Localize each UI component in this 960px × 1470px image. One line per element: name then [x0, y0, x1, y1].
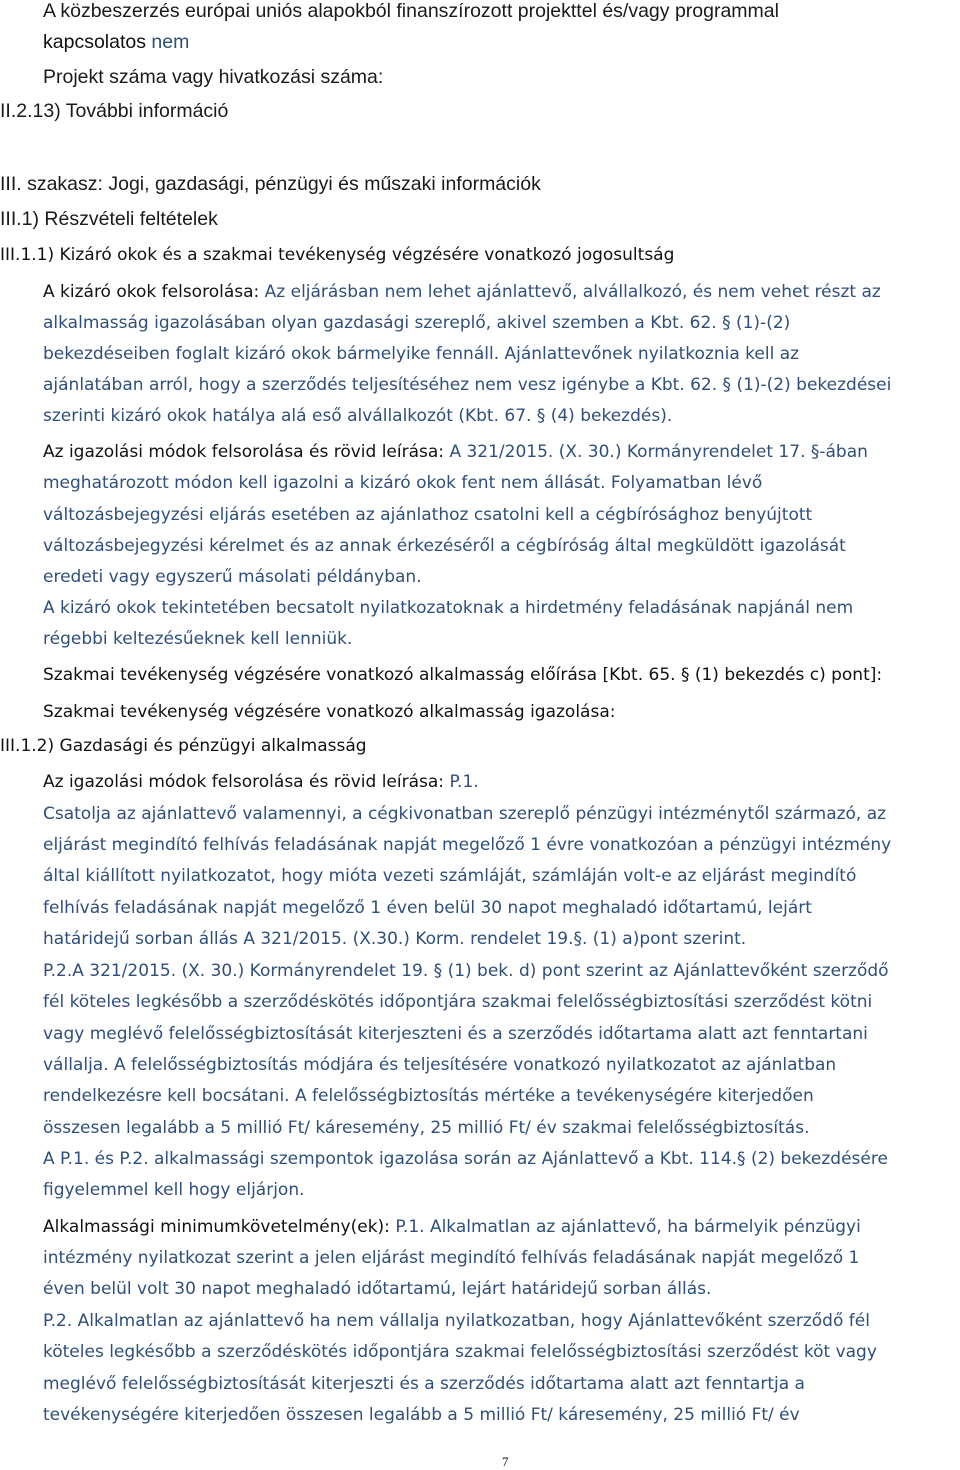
minimum-label: Alkalmassági minimumkövetelmény(ek): — [43, 1217, 390, 1237]
section-title: III. szakasz: Jogi, gazdasági, pénzügyi és műszaki információk — [0, 173, 541, 195]
professional-proof-label: Szakmai tevékenység végzésére vonatkozó alkalmasság igazolása: — [43, 702, 616, 722]
eu-funded-row — [43, 31, 189, 53]
proof-line: A kizáró okok tekintetében becsatolt nyilatkozatoknak a hirdetmény feladásának napjánál nem — [43, 598, 854, 618]
exclusion-list-label: A kizáró okok felsorolása: — [43, 282, 260, 302]
proof-line: változásbejegyzési kérelmet és az annak érkezéséről a cégbíróság által megküldött igazolását — [43, 536, 846, 556]
proof-row-1 — [43, 441, 868, 463]
proof-line: eredeti vagy egyszerű másolati példányban. — [43, 567, 422, 587]
exclusion-line: alkalmasság igazolásában olyan gazdasági szereplő, akivel szemben a Kbt. 62. § (1)-(2) — [43, 313, 791, 333]
economic-heading: III.1.2) Gazdasági és pénzügyi alkalmasság — [0, 736, 367, 756]
economic-proof-line: figyelemmel kell hogy eljárjon. — [43, 1180, 305, 1200]
economic-proof-line: felhívás feladásának napját megelőző 1 éven belül 30 napot meghaladó időtartamú, lejárt — [43, 898, 812, 918]
eu-funded-label: A közbeszerzés európai uniós alapokból finanszírozott projekttel és/vagy programmal — [43, 0, 779, 22]
exclusion-line: ajánlatában arról, hogy a szerződés teljesítéséhez nem vesz igénybe a Kbt. 62. § (1)-(2) bekezdései — [43, 375, 892, 395]
further-info-heading: II.2.13) További információ — [0, 100, 229, 122]
project-number-label: Projekt száma vagy hivatkozási száma: — [43, 66, 384, 88]
proof-line: változásbejegyzési eljárás esetében az ajánlathoz csatolni kell a cégbírósághoz benyújtott — [43, 505, 813, 525]
economic-proof-label: Az igazolási módok felsorolása és rövid leírása: — [43, 772, 445, 792]
economic-proof-line: A P.1. és P.2. alkalmassági szempontok igazolása során az Ajánlattevő a Kbt. 114.§ (2) bekezdésére — [43, 1149, 888, 1169]
exclusion-line: bekezdéseiben foglalt kizáró okok bármelyike fennáll. Ajánlattevőnek nyilatkoznia kell az — [43, 344, 800, 364]
professional-requirement-label: Szakmai tevékenység végzésére vonatkozó alkalmasság előírása [Kbt. 65. § (1) bekezdés c) pont]: — [43, 665, 883, 685]
minimum-line: köteles legkésőbb a szerződéskötés időpontjára szakmai felelősségbiztosítási szerződést köt vagy — [43, 1342, 877, 1362]
economic-proof-line: rendelkezésre kell bocsátani. A felelősségbiztosítás mértéke a tevékenységére kiterjedően — [43, 1086, 814, 1106]
minimum-line: intézmény nyilatkozat szerint a jelen eljárást megindító felhívás feladásának napját megelőző 1 — [43, 1248, 860, 1268]
page-number: 7 — [502, 1454, 509, 1469]
minimum-line: P.1. Alkalmatlan az ajánlattevő, ha bármelyik pénzügyi — [395, 1217, 861, 1237]
eu-funded-value: nem — [151, 31, 190, 53]
exclusion-heading: III.1.1) Kizáró okok és a szakmai tevékenység végzésére vonatkozó jogosultság — [0, 245, 675, 265]
economic-proof-line: Csatolja az ajánlattevő valamennyi, a cégkivonatban szereplő pénzügyi intézménytől származó, az — [43, 804, 887, 824]
exclusion-line: Az eljárásban nem lehet ajánlattevő, alvállalkozó, és nem vehet részt az — [264, 282, 881, 302]
participation-heading: III.1) Részvételi feltételek — [0, 208, 218, 230]
economic-proof-line: eljárást megindító felhívás feladásának napját megelőző 1 évre vonatkozóan a pénzügyi intézmény — [43, 835, 892, 855]
economic-proof-line: vagy meglévő felelősségbiztosítását kiterjeszteni és a szerződés időtartama alatt azt fenntartani — [43, 1024, 868, 1044]
minimum-line: meglévő felelősségbiztosítását kiterjeszti és a szerződés időtartama alatt azt fenntartja a — [43, 1374, 805, 1394]
economic-proof-line: összesen legalább a 5 millió Ft/ káresemény, 25 millió Ft/ év szakmai felelősségbiztosítás. — [43, 1118, 810, 1138]
proof-label: Az igazolási módok felsorolása és rövid leírása: — [43, 442, 445, 462]
economic-proof-row-1 — [43, 771, 479, 793]
economic-proof-line: határidejű sorban állás A 321/2015. (X.30.) Korm. rendelet 19.§. (1) a)pont szerint. — [43, 929, 747, 949]
proof-line: meghatározott módon kell igazolni a kizáró okok fent nem állását. Folyamatban lévő — [43, 473, 763, 493]
economic-proof-line: fél köteles legkésőbb a szerződéskötés időpontjára szakmai felelősségbiztosítási szerződést kötni — [43, 992, 873, 1012]
economic-proof-line: vállalja. A felelősségbiztosítás módjára és teljesítésére vonatkozó nyilatkozatot az ajánlatban — [43, 1055, 837, 1075]
economic-proof-line: P.2.A 321/2015. (X. 30.) Kormányrendelet 19. § (1) bek. d) pont szerint az Ajánlattevőként szerződő — [43, 961, 889, 981]
exclusion-line: szerinti kizáró okok hatálya alá eső alvállalkozót (Kbt. 67. § (4) bekezdés). — [43, 406, 673, 426]
economic-proof-line: által kiállított nyilatkozatot, hogy mióta vezeti számláját, számláján volt-e az eljárást megindító — [43, 866, 857, 886]
proof-line: régebbi keltezésűeknek kell lenniük. — [43, 629, 353, 649]
proof-line: A 321/2015. (X. 30.) Kormányrendelet 17. §-ában — [449, 442, 868, 462]
minimum-row-1 — [43, 1216, 861, 1238]
eu-funded-label-cont: kapcsolatos — [43, 31, 146, 53]
economic-proof-line: P.1. — [449, 772, 479, 792]
minimum-line: tevékenységére kiterjedően összesen legalább a 5 millió Ft/ káresemény, 25 millió Ft/ év — [43, 1405, 800, 1425]
exclusion-row-1 — [43, 281, 881, 303]
minimum-line: éven belül volt 30 napot meghaladó időtartamú, lejárt határidejű sorban állás. — [43, 1279, 712, 1299]
minimum-line: P.2. Alkalmatlan az ajánlattevő ha nem vállalja nyilatkozatban, hogy Ajánlattevőként szerződő fél — [43, 1311, 870, 1331]
